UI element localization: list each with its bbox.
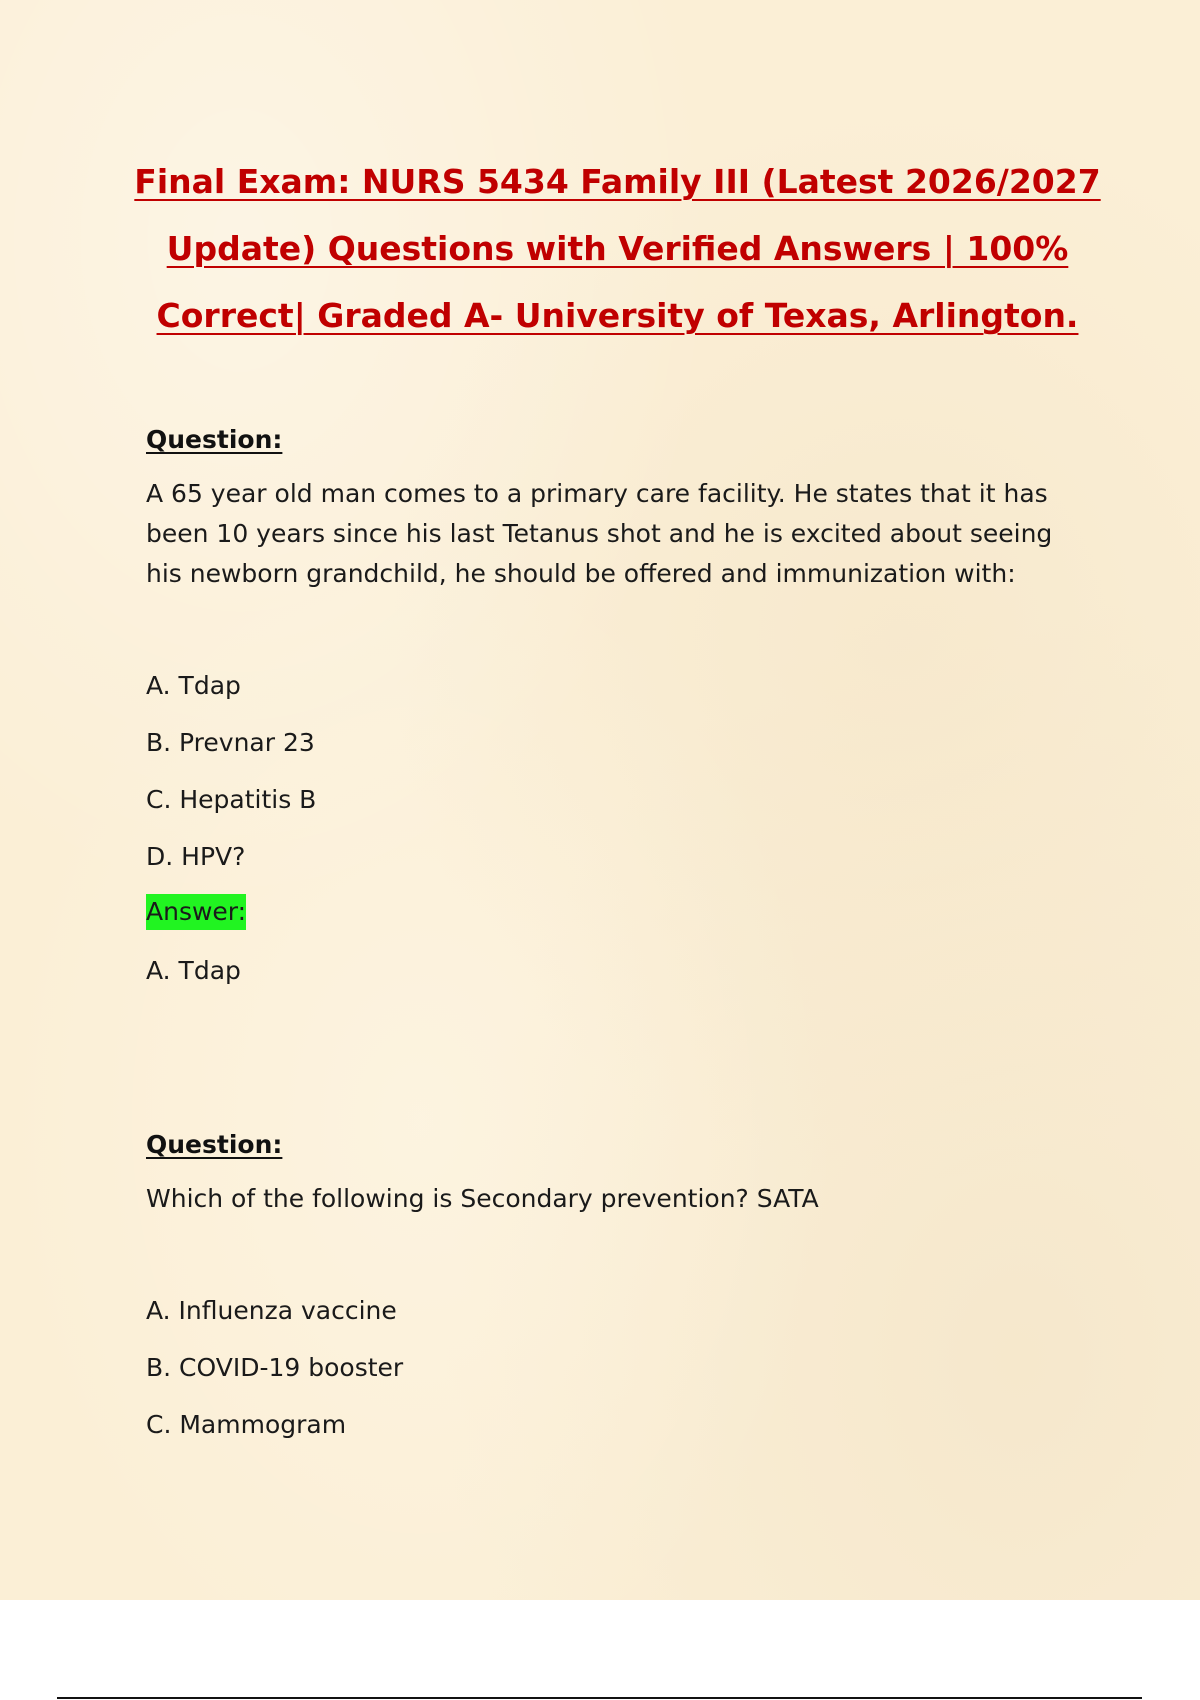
answer-value: A. Tdap <box>146 956 241 985</box>
title-line-3: Correct| Graded A- University of Texas, Arlington. <box>156 296 1079 335</box>
option-a: A. Tdap <box>146 671 241 700</box>
question-block-1 <box>146 420 1066 1008</box>
option-b: B. Prevnar 23 <box>146 728 315 757</box>
answer-row <box>146 894 1066 934</box>
option-c: C. Hepatitis B <box>146 785 317 814</box>
title-line-1: Final Exam: NURS 5434 Family III (Latest 2026/2027 <box>134 162 1101 201</box>
document-title <box>130 148 1105 349</box>
question-label: Question: <box>146 1130 283 1159</box>
title-line-2: Update) Questions with Verified Answers | 100% <box>166 229 1069 268</box>
option-b: B. COVID-19 booster <box>146 1353 404 1382</box>
answer-label: Answer: <box>146 894 246 930</box>
question-text: A 65 year old man comes to a primary care facility. He states that it has been 10 years since his last Tetanus shot and he is excited about seeing his newborn grandchild, he should be offered and immunization with: <box>146 479 1053 588</box>
question-label: Question: <box>146 425 283 454</box>
option-d: D. HPV? <box>146 842 246 871</box>
option-c: C. Mammogram <box>146 1410 347 1439</box>
question-text: Which of the following is Secondary prevention? SATA <box>146 1184 819 1213</box>
footer-divider <box>57 1697 1142 1699</box>
question-block-2 <box>146 1125 1066 1462</box>
option-a: A. Influenza vaccine <box>146 1296 397 1325</box>
